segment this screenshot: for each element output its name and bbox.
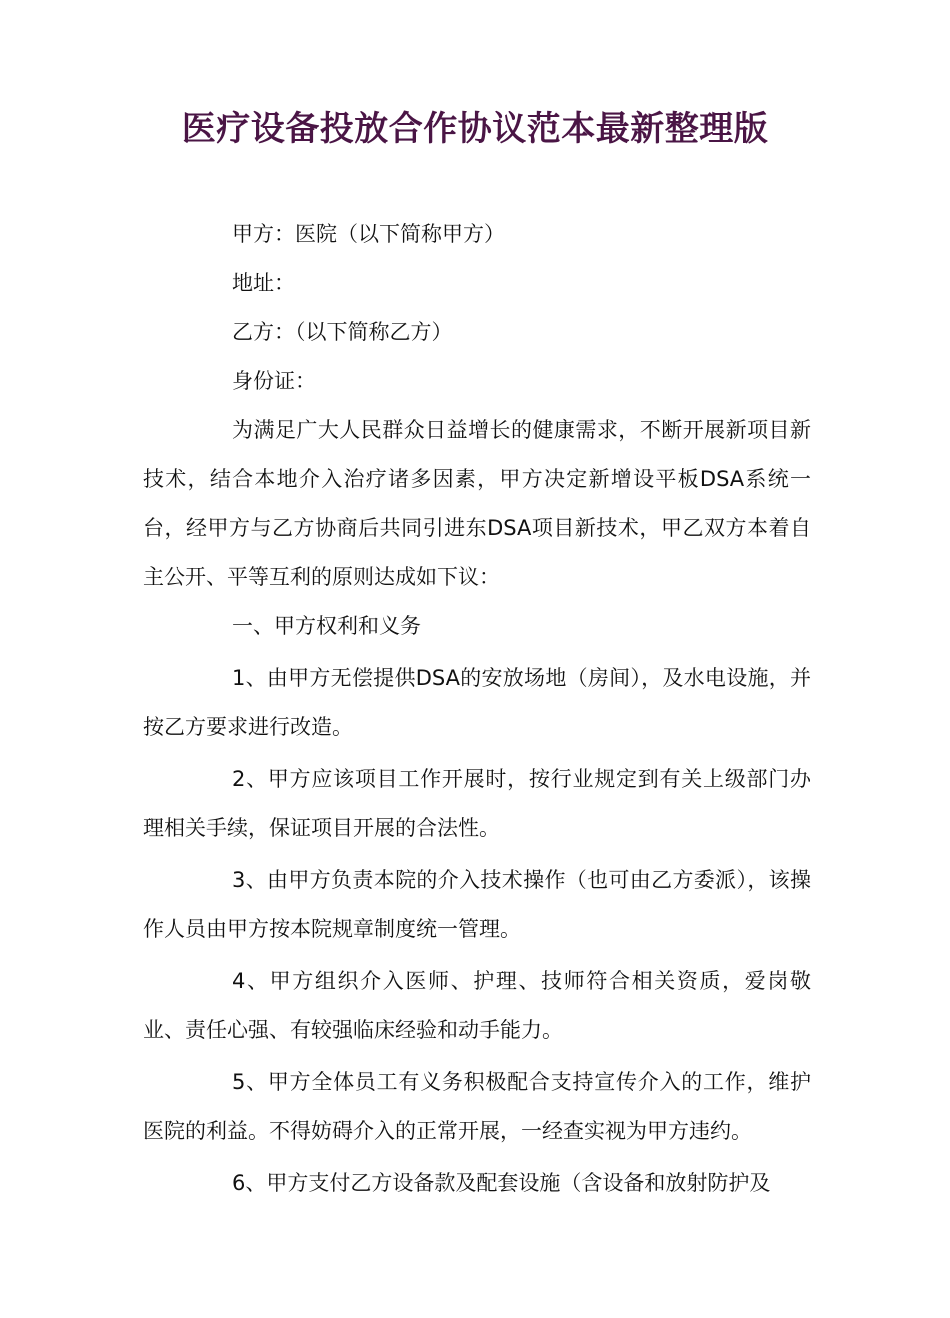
intro-paragraph: 为满足广大人民群众日益增长的健康需求，不断开展新项目新技术，结合本地介入治疗诸多因素，甲方决定新增设平板DSA系统一台，经甲方与乙方协商后共同引进东DSA项目新技术，甲乙双方本着自主公开、平等互利的原则达成如下议：	[143, 418, 811, 589]
clause-item-1: 1、由甲方无偿提供DSA的安放场地（房间），及水电设施，并按乙方要求进行改造。	[143, 666, 811, 739]
clause-item-6: 6、甲方支付乙方设备款及配套设施（含设备和放射防护及	[232, 1171, 771, 1195]
party-a-field: 甲方：医院（以下简称甲方）	[232, 222, 505, 246]
party-b-field: 乙方：（以下简称乙方）	[232, 320, 453, 344]
clause-item-3: 3、由甲方负责本院的介入技术操作（也可由乙方委派），该操作人员由甲方按本院规章制度统一管理。	[143, 868, 811, 941]
clause-item-2: 2、甲方应该项目工作开展时，按行业规定到有关上级部门办理相关手续，保证项目开展的合法性。	[143, 767, 811, 840]
id-card-field: 身份证：	[232, 369, 316, 393]
document-title: 医疗设备投放合作协议范本最新整理版	[181, 109, 769, 149]
address-field: 地址：	[232, 271, 295, 295]
clause-item-4: 4、甲方组织介入医师、护理、技师符合相关资质，爱岗敬业、责任心强、有较强临床经验和动手能力。	[143, 969, 811, 1042]
section-heading: 一、甲方权利和义务	[232, 614, 421, 638]
clause-item-5: 5、甲方全体员工有义务积极配合支持宣传介入的工作，维护医院的利益。不得妨碍介入的正常开展，一经查实视为甲方违约。	[143, 1070, 811, 1143]
document-body	[143, 210, 811, 1208]
